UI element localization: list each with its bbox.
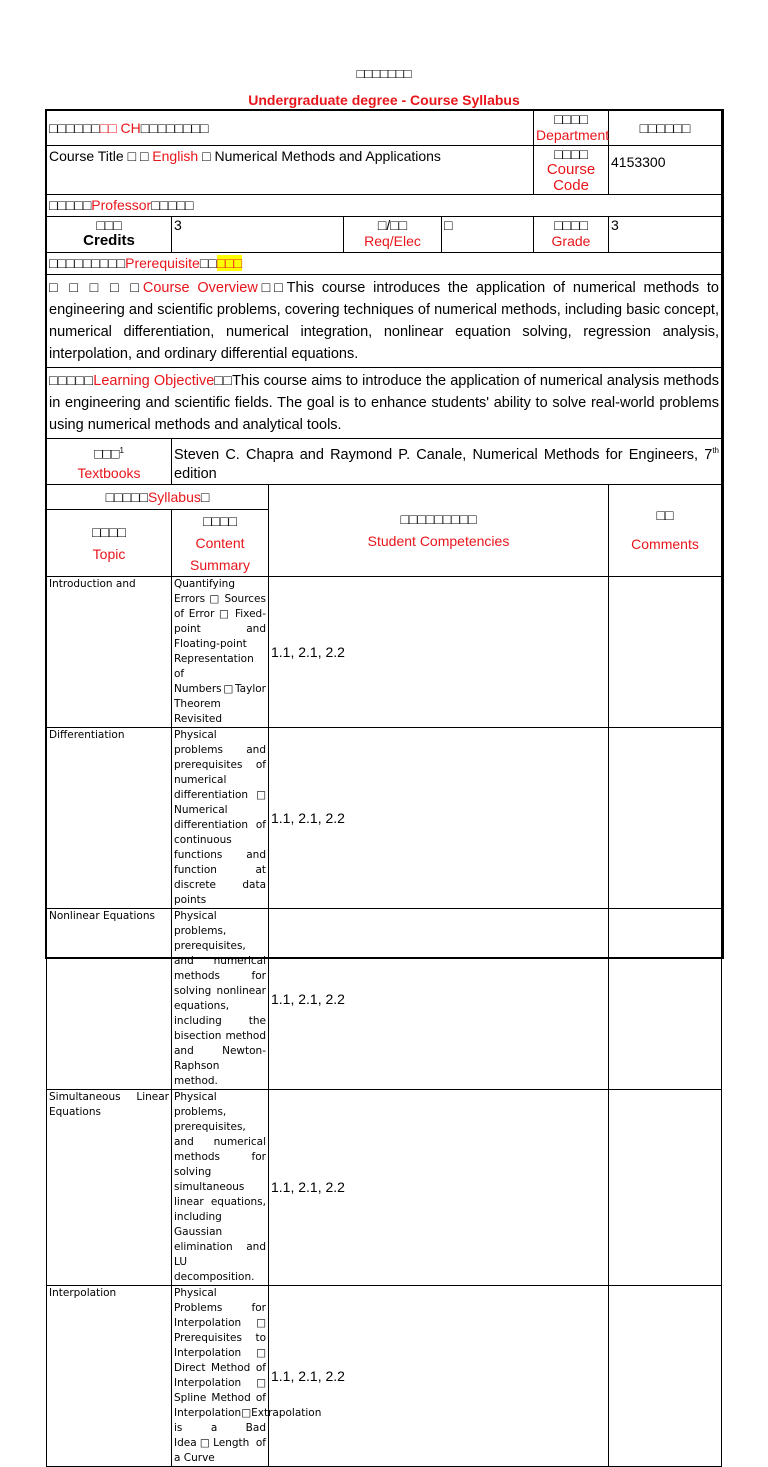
comments-cell [609, 727, 722, 908]
competencies-cell: 1.1, 2.1, 2.2 [269, 908, 609, 1089]
credits-label: □□□ Credits [47, 217, 172, 253]
grade-label: □□□□ Grade [534, 217, 609, 253]
content-cell: Physical problems and prerequisites of numerical differentiation □ Numerical differentiation of continuous functions and function at discrete data points [172, 727, 269, 908]
req-elec-label: □/□□ Req/Elec [344, 217, 442, 253]
table-row [47, 1285, 722, 1466]
topic-cell: Interpolation [47, 1285, 172, 1466]
comments-cell [609, 1089, 722, 1285]
competencies-cell: 1.1, 2.1, 2.2 [269, 1089, 609, 1285]
course-overview-cell: □ □ □ □ □Course Overview□□This course introduces the application of numerical methods to engineering and scientific problems, covering techniques of numerical methods, including basic concept, numerical differentiation, numerical integration, nonlinear equation solving, regression analysis, interpolation, and ordinary differential equations. [47, 275, 722, 368]
comments-cell [609, 908, 722, 1089]
table-row [47, 908, 722, 1089]
content-cell: Physical problems, prerequisites, and numerical methods for solving nonlinear equations, including the bisection method and Newton-Raphson method. [172, 908, 269, 1089]
textbooks-label: □□□$^1$ Textbooks [47, 439, 172, 485]
competencies-cell: 1.1, 2.1, 2.2 [269, 1285, 609, 1466]
table-row [47, 576, 722, 727]
topic-cell: Introduction and [47, 576, 172, 727]
prerequisite-cell: □□□□□□□□□Prerequisite□□□□□ [47, 253, 722, 275]
syllabus-header: □□□□□Syllabus□ [47, 484, 269, 509]
topic-cell: Nonlinear Equations [47, 908, 172, 1089]
document-title: □□□□□□□ [356, 66, 412, 81]
textbooks-value: Steven C. Chapra and Raymond P. Canale, Numerical Methods for Engineers, 7th edition [172, 439, 722, 485]
course-code-value: 4153300 [609, 146, 722, 195]
college-cell: □□□□□□□□ CH□□□□□□□□ [47, 111, 534, 146]
competencies-cell: 1.1, 2.1, 2.2 [269, 727, 609, 908]
topic-cell: Differentiation [47, 727, 172, 908]
course-title-cell: Course Title □ □ English □ Numerical Methods and Applications [47, 146, 534, 195]
content-summary-header: □□□□ Content Summary [172, 509, 269, 576]
syllabus-form-table [46, 110, 722, 1467]
competencies-cell: 1.1, 2.1, 2.2 [269, 576, 609, 727]
competencies-header: □□□□□□□□□ Student Competencies [269, 484, 609, 576]
department-value: □□□□□□ [609, 111, 722, 146]
professor-cell: □□□□□Professor□□□□□ [47, 195, 722, 217]
course-code-label: □□□□ Course Code [534, 146, 609, 195]
topic-cell: Simultaneous Linear Equations [47, 1089, 172, 1285]
comments-cell [609, 576, 722, 727]
grade-value: 3 [609, 217, 722, 253]
content-cell: Physical Problems for Interpolation □ Prerequisites to Interpolation □ Direct Method of Interpolation □ Spline Method of Interpolation□Extrapolation is a Bad Idea□Length of a Curve [172, 1285, 269, 1466]
topic-header: □□□□ Topic [47, 509, 172, 576]
content-cell: Physical problems, prerequisites, and numerical methods for solving simultaneous linear equations, including Gaussian elimination and LU decomposition. [172, 1089, 269, 1285]
learning-objective-cell: □□□□□Learning Objective□□This course aims to introduce the application of numerical analysis methods in engineering and scientific fields. The goal is to enhance students' ability to solve real-world problems using numerical methods and analytical tools. [47, 368, 722, 439]
department-label: □□□□ Department [534, 111, 609, 146]
comments-header: □□ Comments [609, 484, 722, 576]
comments-cell [609, 1285, 722, 1466]
table-row [47, 1089, 722, 1285]
document-subtitle: Undergraduate degree - Course Syllabus [248, 92, 520, 108]
credits-value: 3 [172, 217, 344, 253]
content-cell: Quantifying Errors □ Sources of Error □ Fixed-point and Floating-point Representation of Numbers□Taylor Theorem Revisited [172, 576, 269, 727]
req-elec-value: □ [442, 217, 534, 253]
table-row [47, 727, 722, 908]
